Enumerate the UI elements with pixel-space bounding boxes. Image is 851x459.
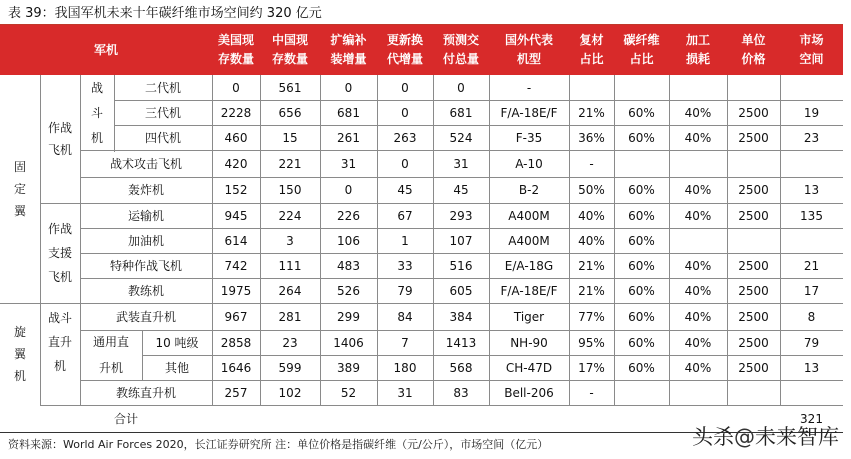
cell-cf: 60%: [628, 233, 655, 248]
header-line: 更新换: [386, 33, 423, 47]
grid-col-line: [569, 75, 570, 405]
grid-col-line: [260, 75, 261, 405]
cell-price: 2500: [738, 258, 769, 273]
cell-comp: -: [589, 385, 594, 400]
cell-price: 2500: [738, 105, 769, 120]
cell-total: 1413: [445, 335, 477, 350]
row-label: 运输机: [127, 208, 164, 223]
cell-us: 420: [224, 156, 248, 171]
cell-cf: 60%: [628, 105, 655, 120]
cell-market: 23: [803, 130, 820, 145]
cell-loss: 40%: [684, 360, 712, 375]
cell-loss: [669, 380, 727, 405]
cell-price: 2500: [738, 208, 769, 223]
header-cn-stock: [260, 25, 320, 75]
row-label: 轰炸机: [127, 183, 164, 197]
grid-row-line: [80, 278, 843, 279]
cell-comp: 21%: [578, 258, 605, 273]
group-rotary-wing: [0, 303, 40, 405]
cell-comp: 17%: [578, 360, 605, 375]
header-line: 单位: [741, 33, 766, 47]
header-line: 碳纤维: [623, 33, 660, 47]
cell-model: A-10: [515, 156, 543, 171]
header-line: 占比: [629, 52, 654, 66]
header-line: 预测交: [442, 33, 479, 47]
row-label: 武装直升机: [115, 309, 176, 324]
cell-model: B-2: [518, 183, 540, 197]
header-line: 付总量: [442, 52, 479, 66]
header-unit-price: [727, 25, 780, 75]
cell-market: [780, 150, 843, 177]
cell-market: 13: [803, 360, 820, 375]
header-line: 代增量: [386, 52, 423, 66]
group-char: 固: [13, 160, 26, 174]
grid-col-line: [114, 75, 115, 152]
grid-row-line: [0, 303, 843, 304]
cell-cf: 60%: [628, 360, 655, 375]
cell-cf: 60%: [628, 183, 655, 197]
group-char: 战斗: [47, 310, 72, 325]
grid-row-line: [80, 177, 843, 178]
cell-cf: 60%: [628, 258, 655, 273]
grid-row-line: [80, 330, 843, 331]
grid-col-line: [614, 75, 615, 405]
cell-total: 107: [449, 233, 473, 248]
cell-cn: 561: [278, 80, 302, 95]
cell-exp: 483: [337, 258, 360, 273]
group-char: 直升: [47, 334, 72, 349]
header-line: 空间: [799, 52, 824, 66]
header-line: 机型: [516, 52, 541, 66]
grid-col-line: [377, 75, 378, 405]
cell-market: [780, 75, 843, 100]
watermark-prefix: 头杀: [692, 425, 734, 449]
header-line: 复材: [579, 33, 604, 47]
header-composite-ratio: [569, 25, 614, 75]
header-line: 存数量: [217, 52, 254, 66]
cell-loss: 40%: [684, 258, 712, 273]
grid-row-line: [142, 355, 843, 356]
group-utility-heli: [80, 330, 142, 380]
cell-loss: 40%: [684, 208, 712, 223]
grid-row-line: [80, 150, 843, 151]
grid-row-line: [40, 203, 843, 204]
header-line: 中国现: [271, 33, 308, 47]
cell-price: [727, 75, 780, 100]
cell-cf: 60%: [628, 335, 655, 350]
cell-loss: [669, 75, 727, 100]
header-line: 国外代表: [504, 33, 553, 47]
header-replace-add: [377, 25, 433, 75]
group-char: 飞机: [47, 143, 72, 157]
cell-rep: 1: [401, 233, 409, 248]
cell-price: [727, 380, 780, 405]
grid-col-line: [80, 75, 81, 303]
cell-cf: 60%: [628, 130, 655, 145]
cell-cn: 102: [278, 385, 302, 400]
group-char: 战: [90, 81, 103, 95]
cell-loss: 40%: [684, 283, 712, 298]
row-label: 二代机: [144, 80, 181, 95]
header-line: 市场: [799, 33, 824, 47]
group-combat-aircraft: [40, 75, 80, 203]
header-us-stock: [212, 25, 260, 75]
grid-col-line: [212, 75, 213, 405]
cell-total: 384: [449, 309, 473, 324]
row-label: 加油机: [127, 233, 164, 248]
cell-total: 524: [449, 130, 473, 145]
cell-cn: 281: [278, 309, 302, 324]
cell-market: 135: [800, 208, 823, 223]
cell-total: 605: [449, 283, 473, 298]
cell-cf: 60%: [628, 208, 655, 223]
cell-market: [780, 380, 843, 405]
header-cf-ratio: [614, 25, 669, 75]
cell-us: 1975: [220, 283, 252, 298]
cell-comp: 21%: [578, 283, 605, 298]
header-line: 价格: [741, 52, 766, 66]
cell-cf: 60%: [628, 283, 655, 298]
cell-total: 83: [453, 385, 469, 400]
watermark-at: @: [734, 425, 755, 449]
grid-col-line: [80, 303, 81, 405]
row-label: 战术攻击飞机: [109, 156, 182, 171]
table-caption: 表 39：我国军机未来十年碳纤维市场空间约 320 亿元: [8, 6, 322, 21]
cell-us: 152: [224, 183, 248, 197]
cell-exp: 261: [337, 130, 360, 145]
cell-cn: 224: [278, 208, 302, 223]
cell-rep: 79: [397, 283, 413, 298]
cell-comp: 40%: [578, 233, 605, 248]
total-label: 合计: [113, 411, 138, 426]
grid-col-line: [320, 75, 321, 405]
cell-price: [727, 228, 780, 253]
cell-price: 2500: [738, 130, 769, 145]
row-label: 教练机: [127, 283, 164, 298]
cell-price: 2500: [738, 283, 769, 298]
cell-us: 742: [224, 258, 248, 273]
grid-col-line: [489, 75, 490, 405]
cell-us: 967: [224, 309, 248, 324]
header-line: 占比: [579, 52, 604, 66]
cell-market: 21: [803, 258, 820, 273]
cell-rep: 7: [401, 335, 409, 350]
cell-market: 19: [803, 105, 820, 120]
grid-col-line: [727, 75, 728, 405]
cell-price: [727, 150, 780, 177]
header-line: 损耗: [685, 52, 710, 66]
cell-rep: 180: [393, 360, 417, 375]
header-expand-add: [320, 25, 377, 75]
cell-model: E/A-18G: [504, 258, 554, 273]
cell-exp: 0: [344, 183, 353, 197]
header-aircraft: [0, 25, 212, 75]
cell-exp: 299: [337, 309, 360, 324]
cell-us: 945: [224, 208, 248, 223]
cell-cn: 150: [278, 183, 302, 197]
watermark-brand: 未来智库: [755, 425, 839, 449]
cell-cf: [614, 75, 669, 100]
cell-cf: 60%: [628, 309, 655, 324]
cell-comp: -: [589, 156, 594, 171]
cell-rep: 33: [397, 258, 413, 273]
group-char: 翼: [13, 204, 26, 218]
row-label: 四代机: [144, 130, 181, 145]
cell-market: [780, 228, 843, 253]
cell-total: 293: [449, 208, 473, 223]
cell-cn: 3: [286, 233, 294, 248]
cell-model: -: [526, 80, 532, 95]
cell-total: 568: [449, 360, 473, 375]
group-char: 定: [13, 182, 26, 196]
cell-loss: 40%: [684, 130, 712, 145]
cell-loss: 40%: [684, 105, 712, 120]
group-fighter: [80, 75, 114, 152]
cell-price: 2500: [738, 309, 769, 324]
group-char: 通用直: [92, 335, 129, 349]
cell-model: NH-90: [510, 335, 548, 350]
cell-cn: 111: [278, 258, 302, 273]
header-line: 扩编补: [330, 33, 367, 47]
cell-exp: 31: [340, 156, 357, 171]
cell-model: CH-47D: [505, 360, 553, 375]
group-char: 旋: [13, 325, 26, 339]
cell-exp: 389: [337, 360, 360, 375]
cell-comp: 50%: [578, 183, 605, 197]
row-label: 其他: [164, 360, 189, 375]
cell-model: A400M: [508, 233, 550, 248]
cell-total: 0: [457, 80, 465, 95]
header-forecast-total: [433, 25, 489, 75]
header-aircraft-label: 军机: [93, 42, 118, 57]
group-fixed-wing: [0, 75, 40, 303]
cell-rep: 0: [401, 105, 409, 120]
cell-loss: 40%: [684, 183, 712, 197]
grid-row-line: [80, 380, 843, 381]
cell-cn: 221: [278, 156, 302, 171]
cell-us: 460: [224, 130, 248, 145]
cell-us: 1646: [220, 360, 252, 375]
cell-us: 614: [224, 233, 248, 248]
cell-loss: 40%: [684, 335, 712, 350]
grid-row-line: [80, 253, 843, 254]
row-label: 10 吨级: [155, 335, 199, 350]
cell-cf: [614, 150, 669, 177]
cell-price: 2500: [738, 183, 769, 197]
grid-col-line: [780, 75, 781, 405]
group-support-aircraft: [40, 203, 80, 303]
cell-market: 13: [803, 183, 820, 197]
group-combat-heli: [40, 303, 80, 380]
cell-total: 31: [453, 156, 469, 171]
cell-model: F-35: [515, 130, 543, 145]
header-line: 加工: [685, 33, 710, 47]
cell-exp: 52: [340, 385, 357, 400]
cell-model: F/A-18E/F: [500, 105, 558, 120]
cell-rep: 31: [397, 385, 413, 400]
row-label: 教练直升机: [115, 385, 176, 400]
cell-exp: 106: [337, 233, 360, 248]
grid-col-line: [669, 75, 670, 405]
cell-loss: [669, 150, 727, 177]
cell-model: Tiger: [513, 309, 545, 324]
cell-total: 681: [449, 105, 473, 120]
cell-rep: 45: [397, 183, 413, 197]
cell-total: 516: [449, 258, 473, 273]
cell-model: A400M: [508, 208, 550, 223]
cell-comp: 95%: [578, 335, 605, 350]
cell-rep: 0: [401, 80, 409, 95]
header-market-space: [780, 25, 843, 75]
grid-row-line: [114, 100, 843, 101]
cell-comp: 21%: [578, 105, 605, 120]
header-process-loss: [669, 25, 727, 75]
cell-us: 257: [224, 385, 248, 400]
cell-us: 2228: [220, 105, 252, 120]
cell-rep: 67: [397, 208, 413, 223]
group-char: 升机: [98, 361, 123, 375]
cell-cn: 23: [282, 335, 298, 350]
header-line: 装增量: [330, 52, 367, 66]
group-char: 斗: [90, 106, 103, 120]
cell-market: 8: [807, 309, 816, 324]
cell-exp: 0: [344, 80, 353, 95]
row-label: 三代机: [144, 105, 181, 120]
group-char: 机: [53, 358, 66, 373]
grid-row-line: [114, 125, 843, 126]
group-char: 飞机: [47, 270, 72, 284]
grid-col-line: [40, 75, 41, 405]
cell-rep: 263: [393, 130, 417, 145]
group-char: 作战: [47, 222, 72, 236]
cell-model: F/A-18E/F: [500, 283, 558, 298]
cell-cn: 656: [278, 105, 302, 120]
cell-comp: 77%: [578, 309, 605, 324]
cell-comp: [569, 75, 614, 100]
header-line: 存数量: [271, 52, 308, 66]
total-market: 321: [800, 411, 823, 426]
cell-price: 2500: [738, 360, 769, 375]
cell-comp: 40%: [578, 208, 605, 223]
grid-col-line: [142, 330, 143, 380]
cell-rep: 84: [397, 309, 413, 324]
group-char: 支援: [47, 246, 72, 260]
grid-row-line: [80, 228, 843, 229]
cell-us: 2858: [220, 335, 252, 350]
cell-model: Bell-206: [504, 385, 554, 400]
cell-us: 0: [232, 80, 240, 95]
group-char: 机: [90, 131, 103, 145]
group-char: 翼: [13, 347, 26, 361]
group-char: 作战: [47, 121, 72, 135]
cell-loss: [669, 228, 727, 253]
cell-exp: 526: [337, 283, 360, 298]
source-note: 资料来源：World Air Forces 2020，长江证券研究所 注：单位价格是指碳纤维（元/公斤），市场空间（亿元）: [8, 438, 549, 451]
cell-rep: 0: [401, 156, 409, 171]
cell-exp: 681: [337, 105, 360, 120]
cell-cn: 599: [278, 360, 302, 375]
cell-cn: 15: [282, 130, 298, 145]
cell-exp: 1406: [333, 335, 364, 350]
cell-price: 2500: [738, 335, 769, 350]
row-label: 特种作战飞机: [109, 258, 182, 273]
cell-market: 79: [803, 335, 820, 350]
watermark: [692, 425, 839, 449]
cell-market: 17: [803, 283, 820, 298]
cell-exp: 226: [337, 208, 360, 223]
header-line: 美国现: [217, 33, 254, 47]
group-char: 机: [13, 369, 26, 383]
cell-total: 45: [453, 183, 469, 197]
cell-cf: [614, 380, 669, 405]
cell-comp: 36%: [578, 130, 605, 145]
grid-col-line: [433, 75, 434, 405]
cell-cn: 264: [278, 283, 302, 298]
header-foreign-model: [489, 25, 569, 75]
cell-loss: 40%: [684, 309, 712, 324]
